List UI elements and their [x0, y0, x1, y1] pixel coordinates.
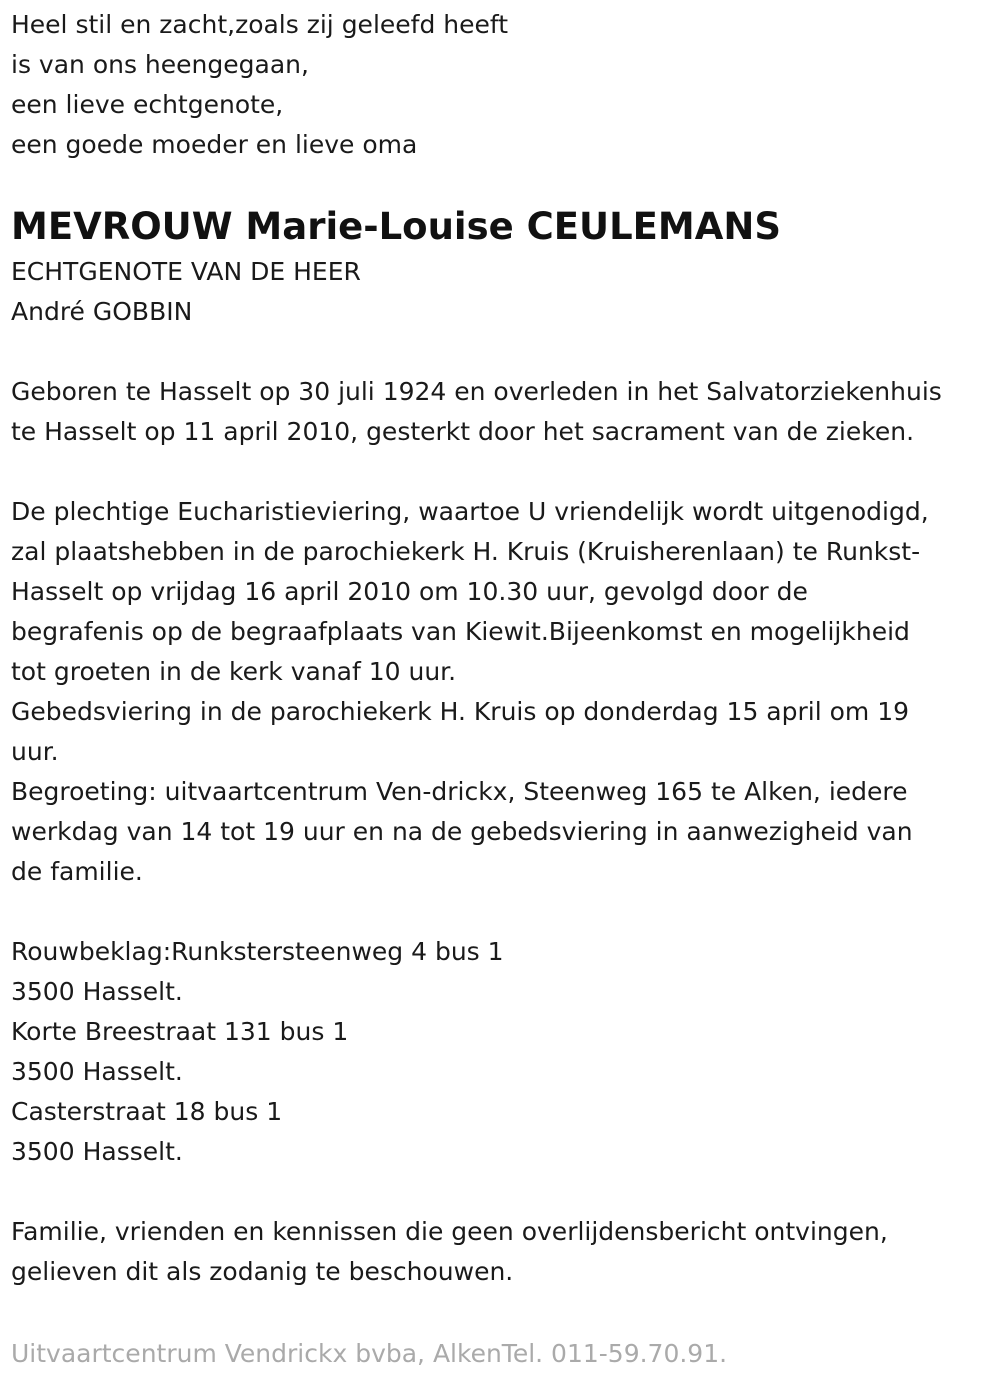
spacer	[11, 452, 1000, 492]
address-line: 3500 Hasselt.	[11, 977, 183, 1006]
intro-line: een lieve echtgenote,	[11, 90, 284, 119]
spouse-name: André GOBBIN	[11, 297, 193, 326]
paragraph-line: Gebedsviering in de parochiekerk H. Kruis op donderdag 15 april om 19	[11, 697, 910, 726]
paragraph-line: tot groeten in de kerk vanaf 10 uur.	[11, 657, 457, 686]
birth-death-paragraph	[11, 372, 1000, 452]
paragraph-line: te Hasselt op 11 april 2010, gesterkt door het sacrament van de zieken.	[11, 417, 915, 446]
paragraph-line: de familie.	[11, 857, 143, 886]
funeral-home-footer: Uitvaartcentrum Vendrickx bvba, AlkenTel. 011-59.70.91.	[11, 1339, 728, 1368]
condolence-addresses	[11, 932, 1000, 1172]
spacer	[11, 332, 1000, 372]
intro-line: is van ons heengegaan,	[11, 50, 309, 79]
paragraph-line: begrafenis op de begraafplaats van Kiewit.Bijeenkomst en mogelijkheid	[11, 617, 910, 646]
paragraph-line: zal plaatshebben in de parochiekerk H. Kruis (Kruisherenlaan) te Runkst-	[11, 537, 921, 566]
intro-line: Heel stil en zacht,zoals zij geleefd heeft	[11, 10, 509, 39]
paragraph-line: werkdag van 14 tot 19 uur en na de gebedsviering in aanwezigheid van	[11, 817, 913, 846]
address-line: 3500 Hasselt.	[11, 1057, 183, 1086]
address-line: Korte Breestraat 131 bus 1	[11, 1017, 349, 1046]
address-line: 3500 Hasselt.	[11, 1137, 183, 1166]
paragraph-line: De plechtige Eucharistieviering, waartoe U vriendelijk wordt uitgenodigd,	[11, 497, 929, 526]
paragraph-line: Geboren te Hasselt op 30 juli 1924 en overleden in het Salvatorziekenhuis	[11, 377, 942, 406]
intro-poem	[11, 0, 1000, 165]
deceased-name: MEVROUW Marie-Louise CEULEMANS	[11, 205, 781, 248]
address-line: Casterstraat 18 bus 1	[11, 1097, 283, 1126]
paragraph-line: Begroeting: uitvaartcentrum Ven-drickx, Steenweg 165 te Alken, iedere	[11, 777, 908, 806]
address-line: Rouwbeklag:Runkstersteenweg 4 bus 1	[11, 937, 504, 966]
spouse-title: ECHTGENOTE VAN DE HEER	[11, 257, 361, 286]
paragraph-line: gelieven dit als zodanig te beschouwen.	[11, 1257, 514, 1286]
paragraph-line: Familie, vrienden en kennissen die geen overlijdensbericht ontvingen,	[11, 1217, 888, 1246]
closing-paragraph	[11, 1212, 1000, 1292]
spacer	[11, 1172, 1000, 1212]
intro-line: een goede moeder en lieve oma	[11, 130, 418, 159]
ceremony-paragraph	[11, 492, 1000, 892]
paragraph-line: Hasselt op vrijdag 16 april 2010 om 10.30 uur, gevolgd door de	[11, 577, 808, 606]
spacer	[11, 892, 1000, 932]
paragraph-line: uur.	[11, 737, 59, 766]
